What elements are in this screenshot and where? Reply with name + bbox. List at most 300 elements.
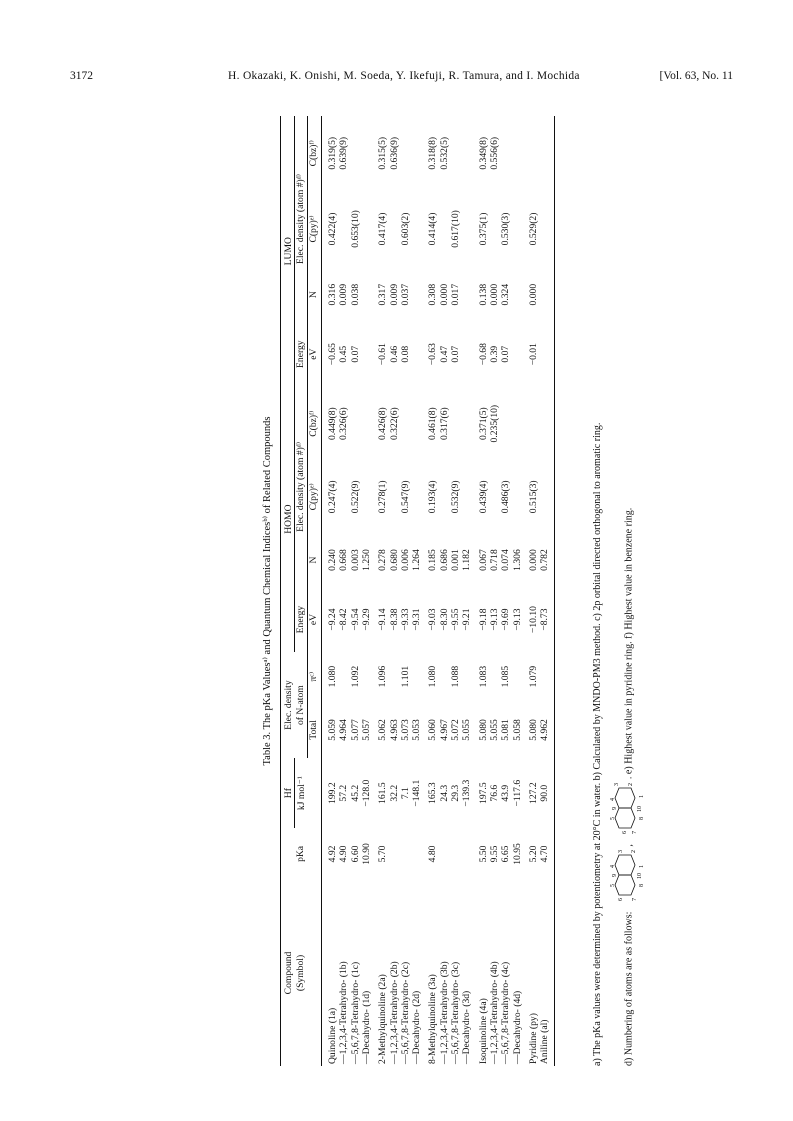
lumo-cpy-cell — [539, 191, 554, 268]
homo-n-cell: 1.264 — [411, 549, 423, 571]
lumo-cpy-cell: 0.530(3) — [500, 212, 512, 246]
homo-n-cell: 0.278 — [377, 549, 389, 571]
table-group — [523, 116, 554, 1066]
lumo-cpy-cell — [361, 191, 372, 268]
homo-n-cell: 0.686 — [438, 549, 450, 571]
lumo-cpy-cell — [389, 191, 400, 268]
compound-cell: 8-Methylquinoline (3a) — [427, 974, 439, 1064]
hf-cell: −148.1 — [411, 779, 423, 807]
table-row — [422, 116, 438, 1066]
homo-energy-cell: −9.29 — [360, 608, 372, 631]
scheme2-label: 7 — [632, 830, 638, 834]
pka-cell — [411, 828, 422, 880]
compound-cell: Aniline (al) — [539, 880, 554, 1066]
page-number: 3172 — [70, 70, 93, 82]
homo-cbz-cell: 0.326(6) — [338, 407, 350, 441]
table-row — [450, 116, 461, 1066]
homo-energy-cell: −9.21 — [461, 608, 473, 631]
total-cell: 5.055 — [461, 719, 473, 741]
hf-cell: 45.2 — [349, 784, 361, 802]
footnote-abc: a) The pKa values were determined by potentiometry at 20°C in water. b) Calculated by MNDO-PM3 method. c) 2p orbital directed orthogonal to aromatic ring. — [592, 422, 603, 1066]
lumo-cpy-cell — [338, 191, 349, 268]
lumo-cbz-cell — [523, 116, 539, 191]
total-cell: 4.967 — [438, 719, 450, 741]
header-pi: πᶜ⁾ — [307, 652, 321, 702]
lumo-n-cell: 0.138 — [477, 283, 489, 306]
lumo-cpy-cell — [461, 191, 472, 268]
lumo-n-cell: 0.038 — [349, 283, 361, 306]
compound-cell: —Decahydro- (4d) — [511, 990, 523, 1064]
total-cell: 5.080 — [527, 719, 539, 741]
homo-energy-cell: −10.10 — [527, 606, 539, 634]
table-row — [461, 116, 472, 1066]
rotated-table-block — [262, 116, 677, 1066]
scheme2-label: 5 — [610, 816, 616, 820]
homo-energy-cell: −9.69 — [500, 608, 512, 631]
homo-cpy-cell — [439, 461, 450, 533]
homo-energy-cell: −9.33 — [399, 608, 411, 631]
lumo-cbz-cell — [539, 116, 554, 191]
homo-cpy-cell — [338, 461, 349, 533]
homo-cpy-cell: 0.247(4) — [326, 480, 338, 514]
table-caption: Table 3. The pKa Valuesᵃ⁾ and Quantum Chemical Indicesᵇ⁾ of Related Compounds — [262, 416, 273, 766]
lumo-cpy-cell — [439, 191, 450, 268]
homo-cpy-cell — [512, 461, 523, 533]
homo-cpy-cell — [411, 461, 422, 533]
pka-cell: 6.65 — [500, 845, 512, 863]
lumo-energy-cell — [539, 322, 554, 386]
lumo-n-cell — [411, 267, 422, 322]
lumo-energy-cell — [411, 322, 422, 386]
hf-cell: 29.3 — [450, 784, 462, 802]
lumo-cbz-cell: 0.319(5) — [326, 136, 338, 170]
header-total: Total — [307, 701, 321, 758]
homo-cpy-cell: 0.515(3) — [527, 480, 539, 514]
lumo-n-cell: 0.000 — [438, 283, 450, 306]
homo-n-cell: 1.250 — [360, 549, 372, 571]
header-homo-cpy: C(py)ᵉ⁾ — [307, 461, 321, 533]
header-homo-elec-density: Elec. density (atom #)ᵈ⁾ — [295, 386, 307, 587]
table-row — [512, 116, 523, 1066]
lumo-energy-cell: −0.65 — [326, 343, 338, 366]
lumo-cbz-cell — [512, 116, 523, 191]
homo-cbz-cell — [411, 386, 422, 460]
table-row — [439, 116, 450, 1066]
lumo-cpy-cell: 0.417(4) — [377, 212, 389, 246]
total-cell: 5.055 — [489, 719, 500, 741]
hf-cell: 76.6 — [489, 784, 500, 802]
lumo-energy-cell — [361, 322, 372, 386]
homo-cbz-cell — [350, 386, 361, 460]
homo-cbz-cell: 0.235(10) — [489, 404, 500, 443]
lumo-n-cell: 0.317 — [377, 283, 389, 306]
pi-cell — [361, 652, 372, 702]
homo-energy-cell: −9.13 — [511, 608, 523, 631]
header-lumo-ev: eV — [307, 322, 321, 386]
header-homo-cbz: C(bz)ᶠ⁾ — [307, 386, 321, 460]
hf-cell: 90.0 — [539, 758, 554, 827]
pi-cell — [338, 652, 349, 702]
lumo-n-cell: 0.324 — [500, 283, 512, 306]
pka-cell: 4.92 — [326, 845, 338, 863]
homo-cpy-cell — [461, 461, 472, 533]
homo-n-cell: 0.003 — [349, 549, 361, 571]
scheme1-label: 2 — [631, 850, 637, 854]
homo-cbz-cell — [500, 386, 511, 460]
compound-cell: —5,6,7,8-Tetrahydro- (2c) — [399, 961, 411, 1064]
pka-cell: 9.55 — [489, 845, 500, 863]
compound-cell: —1,2,3,4-Tetrahydro- (3b) — [438, 961, 450, 1064]
homo-cbz-cell — [461, 386, 472, 460]
homo-cpy-cell — [539, 461, 554, 533]
footnote-d-prefix: d) Numbering of atoms are as follows: — [623, 911, 635, 1066]
homo-cpy-cell: 0.278(1) — [377, 480, 389, 514]
lumo-cbz-cell — [361, 116, 372, 191]
homo-cbz-cell — [512, 386, 523, 460]
homo-n-cell: 0.067 — [477, 549, 489, 571]
scheme2-label: 1 — [639, 794, 645, 798]
lumo-energy-cell: −0.63 — [427, 343, 439, 366]
scheme1-label: 3 — [618, 850, 624, 854]
header-homo-ev: eV — [307, 587, 321, 651]
homo-cpy-cell — [389, 461, 400, 533]
scheme2-label: 10 — [637, 805, 643, 812]
header-homo-energy: Energy — [295, 587, 307, 651]
pka-cell — [389, 828, 400, 880]
lumo-n-cell: 0.000 — [489, 283, 500, 306]
homo-energy-cell: −8.30 — [438, 608, 450, 631]
lumo-n-cell: 0.009 — [338, 283, 350, 306]
lumo-energy-cell: 0.39 — [489, 345, 500, 363]
total-cell: 5.060 — [427, 719, 439, 741]
homo-cbz-cell: 0.371(5) — [477, 407, 489, 441]
hf-cell: 7.1 — [399, 787, 411, 800]
compound-cell: —1,2,3,4-Tetrahydro- (4b) — [489, 961, 500, 1064]
lumo-n-cell — [361, 267, 372, 322]
lumo-n-cell: 0.017 — [450, 283, 462, 306]
lumo-energy-cell: 0.07 — [500, 345, 512, 363]
lumo-cpy-cell — [512, 191, 523, 268]
hf-cell: 57.2 — [338, 784, 350, 802]
pi-cell — [439, 652, 450, 702]
lumo-energy-cell — [461, 322, 472, 386]
lumo-cbz-cell — [450, 116, 461, 191]
scheme1-label: 8 — [639, 884, 645, 888]
pka-cell: 4.80 — [427, 845, 439, 863]
total-cell: 5.062 — [377, 719, 389, 741]
pi-cell: 1.101 — [399, 665, 411, 688]
homo-cpy-cell: 0.486(3) — [500, 480, 512, 514]
table-group — [422, 116, 472, 1066]
footnote-def: d) Numbering of atoms are as follows: 5 9 4 6 3 7 2 8 10 1 , 5 9 4 3 6 2 7 8 10 1 . e) Highest value in pyridine ring. f) Highest value in benzene ring. — [610, 507, 645, 1066]
total-cell: 5.058 — [511, 719, 523, 741]
homo-n-cell: 0.001 — [450, 549, 462, 571]
lumo-n-cell — [461, 267, 472, 322]
data-table — [280, 116, 555, 1066]
lumo-energy-cell — [512, 322, 523, 386]
compound-cell: —5,6,7,8-Tetrahydro- (4c) — [500, 961, 512, 1064]
homo-n-cell: 0.782 — [539, 533, 554, 588]
scheme1-label: 7 — [632, 898, 638, 902]
table-row — [500, 116, 511, 1066]
homo-cbz-cell: 0.322(6) — [388, 407, 400, 441]
hf-cell: −139.3 — [461, 779, 473, 807]
total-cell: 4.963 — [388, 719, 400, 741]
scheme1-label: 6 — [618, 898, 624, 902]
table-row — [372, 116, 388, 1066]
compound-cell: —Decahydro- (2d) — [411, 990, 423, 1064]
pi-cell — [411, 652, 422, 702]
lumo-cpy-cell: 0.414(4) — [427, 212, 439, 246]
total-cell: 5.073 — [399, 719, 411, 741]
homo-n-cell: 1.182 — [461, 549, 473, 571]
quinoline-numbering-scheme — [612, 849, 646, 909]
compound-cell: —Decahydro- (3d) — [461, 990, 473, 1064]
pi-cell — [539, 652, 554, 702]
hf-cell: −128.0 — [360, 779, 372, 807]
pka-cell: 6.60 — [349, 845, 361, 863]
total-cell: 5.081 — [500, 719, 512, 741]
scheme1-label: 1 — [639, 865, 645, 869]
lumo-n-cell — [512, 267, 523, 322]
lumo-n-cell: 0.009 — [388, 283, 400, 306]
pi-cell — [512, 652, 523, 702]
total-cell: 5.080 — [477, 719, 489, 741]
lumo-cbz-cell: 0.318(8) — [427, 136, 439, 170]
compound-cell: —Decahydro- (1d) — [360, 990, 372, 1064]
homo-energy-cell: −9.54 — [349, 608, 361, 631]
lumo-cpy-cell: 0.653(10) — [349, 210, 361, 248]
scheme2-label: 8 — [639, 816, 645, 820]
total-cell: 5.077 — [349, 719, 361, 741]
header-lumo-cbz: C(bz)ᶠ⁾ — [307, 116, 321, 191]
pka-cell — [400, 828, 411, 880]
header-compound: Compound — [281, 880, 295, 1066]
homo-cbz-cell: 0.317(6) — [438, 407, 450, 441]
total-cell: 5.072 — [450, 719, 462, 741]
homo-n-cell: 0.668 — [338, 549, 350, 571]
lumo-cpy-cell — [411, 191, 422, 268]
hf-cell: 165.3 — [427, 782, 439, 804]
homo-energy-cell: −8.42 — [338, 608, 350, 631]
lumo-n-cell — [539, 267, 554, 322]
hf-cell: 199.2 — [326, 782, 338, 804]
table-group — [321, 116, 372, 1066]
pi-cell — [461, 652, 472, 702]
homo-n-cell: 0.000 — [527, 549, 539, 571]
header-lumo: LUMO — [281, 116, 295, 386]
scheme2-label: 3 — [614, 782, 620, 786]
lumo-energy-cell: 0.07 — [349, 345, 361, 363]
lumo-cbz-cell: 0.532(5) — [438, 136, 450, 170]
homo-cpy-cell: 0.547(9) — [399, 480, 411, 514]
homo-energy-cell: −9.55 — [450, 608, 462, 631]
lumo-cbz-cell — [461, 116, 472, 191]
header-homo-n: N — [307, 533, 321, 588]
homo-cpy-cell: 0.193(4) — [427, 480, 439, 514]
footnote-d-suffix: . e) Highest value in pyridine ring. f) Highest value in benzene ring. — [623, 507, 635, 780]
lumo-cpy-cell: 0.422(4) — [326, 212, 338, 246]
pka-cell: 4.70 — [539, 828, 554, 880]
pka-cell — [461, 828, 472, 880]
pi-cell — [489, 652, 500, 702]
header-symbol: (Symbol) — [295, 954, 307, 992]
hf-cell: 43.9 — [500, 784, 512, 802]
lumo-cbz-cell: 0.636(9) — [388, 136, 400, 170]
homo-cbz-cell — [539, 386, 554, 460]
pka-cell: 5.70 — [377, 845, 389, 863]
homo-cbz-cell: 0.426(8) — [377, 407, 389, 441]
table-group — [372, 116, 422, 1066]
scheme2-label: 9 — [612, 806, 618, 810]
hf-cell: 24.3 — [438, 784, 450, 802]
homo-n-cell: 0.074 — [500, 549, 512, 571]
hf-cell: −117.6 — [511, 779, 523, 807]
hf-cell: 32.2 — [388, 784, 400, 802]
pi-cell: 1.080 — [326, 665, 338, 688]
scheme1-label: 5 — [610, 884, 616, 888]
lumo-cbz-cell — [350, 116, 361, 191]
homo-n-cell: 0.240 — [326, 549, 338, 571]
homo-cbz-cell — [450, 386, 461, 460]
pi-cell: 1.092 — [349, 665, 361, 688]
author-list: H. Okazaki, K. Onishi, M. Soeda, Y. Ikefuji, R. Tamura, and I. Mochida — [228, 70, 580, 82]
lumo-cpy-cell: 0.603(2) — [399, 212, 411, 246]
homo-cpy-cell: 0.439(4) — [477, 480, 489, 514]
compound-cell: —1,2,3,4-Tetrahydro- (1b) — [338, 961, 350, 1064]
homo-cpy-cell — [489, 461, 500, 533]
pka-cell: 10.95 — [511, 843, 523, 865]
header-lumo-n: N — [307, 267, 321, 322]
total-cell: 4.962 — [539, 701, 554, 758]
scheme2-label: 6 — [622, 830, 628, 834]
table-row — [389, 116, 400, 1066]
scheme1-label: 4 — [610, 865, 616, 869]
volume-info: [Vol. 63, No. 11 — [659, 70, 733, 82]
lumo-cbz-cell — [411, 116, 422, 191]
total-cell: 5.057 — [360, 719, 372, 741]
header-lumo-cpy: C(py)ᵉ⁾ — [307, 191, 321, 268]
lumo-cpy-cell: 0.375(1) — [477, 212, 489, 246]
header-elec-density: Elec. density — [281, 652, 295, 759]
lumo-cbz-cell: 0.315(5) — [377, 136, 389, 170]
header-homo: HOMO — [281, 386, 295, 651]
compound-cell: 2-Methylquinoline (2a) — [377, 974, 389, 1064]
table-row — [489, 116, 500, 1066]
lumo-cbz-cell: 0.349(8) — [477, 136, 489, 170]
lumo-cbz-cell: 0.639(9) — [338, 136, 350, 170]
lumo-cpy-cell — [489, 191, 500, 268]
table-group — [473, 116, 523, 1066]
lumo-n-cell: 0.308 — [427, 283, 439, 306]
homo-cpy-cell: 0.522(9) — [349, 480, 361, 514]
table-row — [321, 116, 338, 1066]
homo-energy-cell: −9.13 — [489, 608, 500, 631]
lumo-cpy-cell: 0.617(10) — [450, 210, 462, 248]
compound-cell: —5,6,7,8-Tetrahydro- (1c) — [349, 961, 361, 1064]
compound-cell: Pyridine (py) — [527, 1013, 539, 1064]
table-row — [338, 116, 349, 1066]
table-row — [523, 116, 539, 1066]
lumo-cbz-cell — [500, 116, 511, 191]
homo-cpy-cell — [361, 461, 372, 533]
header-pka: pKa — [295, 845, 307, 862]
homo-cbz-cell — [523, 386, 539, 460]
lumo-energy-cell: 0.47 — [438, 345, 450, 363]
pka-cell: 5.50 — [477, 845, 489, 863]
lumo-cbz-cell: 0.556(6) — [489, 136, 500, 170]
lumo-energy-cell: 0.08 — [399, 345, 411, 363]
homo-cbz-cell — [361, 386, 372, 460]
header-lumo-elec-density: Elec. density (atom #)ᵈ⁾ — [295, 116, 307, 322]
table-row — [539, 116, 554, 1066]
header-of-n-atom: of N-atom — [295, 652, 307, 759]
homo-energy-cell: −9.03 — [427, 608, 439, 631]
pi-cell: 1.085 — [500, 665, 512, 688]
total-cell: 5.053 — [411, 719, 423, 741]
lumo-energy-cell: −0.61 — [377, 343, 389, 366]
header-hf: Hf — [281, 758, 295, 827]
lumo-energy-cell: 0.45 — [338, 345, 350, 363]
homo-n-cell: 0.006 — [399, 549, 411, 571]
total-cell: 5.059 — [326, 719, 338, 741]
lumo-energy-cell: 0.46 — [388, 345, 400, 363]
compound-cell: —5,6,7,8-Tetrahydro- (3c) — [450, 961, 462, 1064]
scheme1-label: 10 — [637, 873, 643, 880]
table-row — [473, 116, 489, 1066]
lumo-n-cell: 0.000 — [527, 283, 539, 306]
pi-cell: 1.096 — [377, 665, 389, 688]
lumo-energy-cell: −0.01 — [527, 343, 539, 366]
homo-n-cell: 0.185 — [427, 549, 439, 571]
compound-cell: —1,2,3,4-Tetrahydro- (2b) — [388, 961, 400, 1064]
homo-n-cell: 0.680 — [388, 549, 400, 571]
lumo-energy-cell: −0.68 — [477, 343, 489, 366]
homo-cbz-cell: 0.449(8) — [326, 407, 338, 441]
running-header — [0, 70, 793, 90]
pka-cell: 10.90 — [360, 843, 372, 865]
pi-cell: 1.079 — [527, 665, 539, 688]
pi-cell: 1.088 — [450, 665, 462, 688]
compound-cell: Isoquinoline (4a) — [477, 998, 489, 1064]
lumo-cpy-cell: 0.529(2) — [527, 212, 539, 246]
hf-cell: 197.5 — [477, 782, 489, 804]
table-row — [361, 116, 372, 1066]
scheme2-label: 2 — [628, 782, 634, 786]
homo-energy-cell: −9.24 — [326, 608, 338, 631]
pi-cell: 1.083 — [477, 665, 489, 688]
homo-cpy-cell: 0.532(9) — [450, 480, 462, 514]
pka-cell — [450, 828, 461, 880]
homo-energy-cell: −8.38 — [388, 608, 400, 631]
compound-cell: Quinoline (1a) — [326, 1007, 338, 1064]
pka-cell — [439, 828, 450, 880]
hf-cell: 127.2 — [527, 782, 539, 804]
homo-energy-cell: −9.31 — [411, 608, 423, 631]
homo-n-cell: 1.306 — [511, 549, 523, 571]
total-cell: 4.964 — [338, 719, 350, 741]
lumo-energy-cell: 0.07 — [450, 345, 462, 363]
scheme1-label: 9 — [612, 874, 618, 878]
homo-cbz-cell — [400, 386, 411, 460]
homo-n-cell: 0.718 — [489, 549, 500, 571]
lumo-n-cell: 0.037 — [399, 283, 411, 306]
table-row — [411, 116, 422, 1066]
hf-cell: 161.5 — [377, 782, 389, 804]
homo-energy-cell: −9.18 — [477, 608, 489, 631]
homo-energy-cell: −8.73 — [539, 587, 554, 651]
homo-cbz-cell: 0.461(8) — [427, 407, 439, 441]
